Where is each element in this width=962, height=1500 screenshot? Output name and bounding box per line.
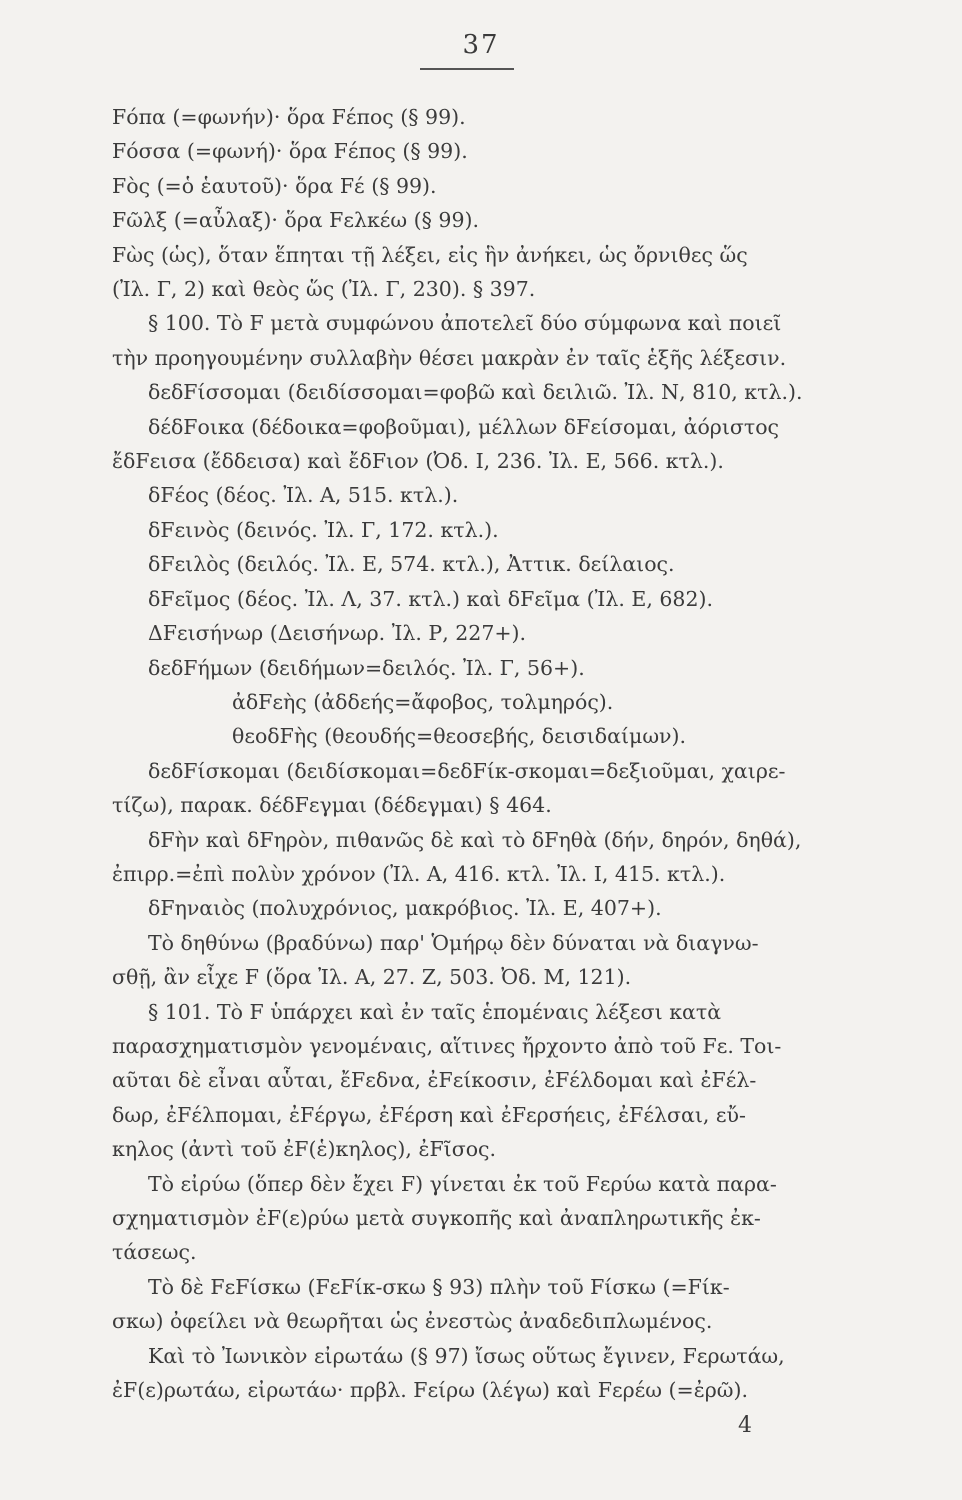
text-line: τὴν προηγουμένην συλλαβὴν θέσει μακρὰν ἐν ταῖς ἑξῆς λέξεσιν. bbox=[112, 345, 787, 370]
signature-mark: 4 bbox=[738, 1413, 752, 1438]
text-line: δέδFοικα (δέδοικα=φοβοῦμαι), μέλλων δFείσομαι, ἀόριστος bbox=[148, 414, 780, 439]
text-line: αῦται δὲ εἶναι αὗται, ἔFεδνα, ἐFείκοσιν, ἐFέλδομαι καὶ ἐFέλ- bbox=[112, 1068, 757, 1093]
body-text bbox=[112, 100, 857, 1407]
text-line: ἐπιρρ.=ἐπὶ πολὺν χρόνον (Ἰλ. Α, 416. κτλ. Ἰλ. Ι, 415. κτλ.). bbox=[112, 861, 726, 886]
text-line: δFεῖμος (δέος. Ἰλ. Λ, 37. κτλ.) καὶ δFεῖμα (Ἰλ. Ε, 682). bbox=[148, 586, 714, 611]
text-line: Καὶ τὸ Ἰωνικὸν εἰρωτάω (§ 97) ἴσως οὕτως ἔγινεν, Fερωτάω, bbox=[148, 1343, 785, 1368]
text-line: δFέος (δέος. Ἰλ. Α, 515. κτλ.). bbox=[148, 483, 459, 508]
text-line: Τὸ δὲ FεFίσκω (FεFίκ-σκω § 93) πλὴν τοῦ Fίσκω (=Fίκ- bbox=[148, 1274, 730, 1299]
text-line: παρασχηματισμὸν γενομέναις, αἵτινες ἤρχοντο ἀπὸ τοῦ Fε. Τοι- bbox=[112, 1033, 782, 1058]
text-line: δεδFίσκομαι (δειδίσκομαι=δεδFίκ-σκομαι=δεξιοῦμαι, χαιρε- bbox=[148, 758, 786, 783]
text-line: τάσεως. bbox=[112, 1240, 197, 1265]
text-line: § 100. Τὸ F μετὰ συμφώνου ἀποτελεῖ δύο σύμφωνα καὶ ποιεῖ bbox=[148, 311, 782, 336]
text-line: ἐF(ε)ρωτάω, εἰρωτάω· πρβλ. Fείρω (λέγω) καὶ Fερέω (=ἐρῶ). bbox=[112, 1378, 748, 1403]
text-line: ἔδFεισα (ἔδδεισα) καὶ ἔδFιον (Ὀδ. Ι, 236. Ἰλ. Ε, 566. κτλ.). bbox=[112, 449, 724, 474]
text-line: τίζω), παρακ. δέδFεγμαι (δέδεγμαι) § 464. bbox=[112, 793, 552, 818]
text-line: § 101. Τὸ F ὑπάρχει καὶ ἐν ταῖς ἑπομέναις λέξεσι κατὰ bbox=[148, 999, 722, 1024]
text-line: ἀδFεὴς (ἀδδεής=ἄφοβος, τολμηρός). bbox=[232, 689, 614, 714]
text-line: (Ἰλ. Γ, 2) καὶ θεὸς ὥς (Ἰλ. Γ, 230). § 397. bbox=[112, 277, 536, 302]
header-rule bbox=[420, 68, 514, 70]
text-line: σκω) ὀφείλει νὰ θεωρῆται ὡς ἐνεστὼς ἀναδεδιπλωμένος. bbox=[112, 1309, 713, 1334]
text-line: δωρ, ἐFέλπομαι, ἐFέργω, ἐFέρση καὶ ἐFερσήεις, ἐFέλσαι, εὔ- bbox=[112, 1102, 746, 1127]
text-line: σχηματισμὸν ἐF(ε)ρύω μετὰ συγκοπῆς καὶ ἀναπληρωτικῆς ἐκ- bbox=[112, 1206, 761, 1230]
text-line: κηλος (ἀντὶ τοῦ ἐF(ἑ)κηλος), ἐFῖσος. bbox=[112, 1137, 497, 1162]
text-line: δFηναιὸς (πολυχρόνιος, μακρόβιος. Ἰλ. Ε, 407+). bbox=[148, 896, 662, 921]
text-line: δFειλὸς (δειλός. Ἰλ. Ε, 574. κτλ.), Ἀττικ. δείλαιος. bbox=[148, 552, 675, 577]
text-line: σθῇ, ἂν εἶχε F (ὅρα Ἰλ. Α, 27. Ζ, 503. Ὀδ. Μ, 121). bbox=[112, 965, 632, 990]
text-line: δFὴν καὶ δFηρὸν, πιθανῶς δὲ καὶ τὸ δFηθὰ (δήν, δηρόν, δηθά), bbox=[148, 827, 802, 852]
text-line: Τὸ δηθύνω (βραδύνω) παρ' Ὁμήρῳ δὲν δύναται νὰ διαγνω- bbox=[148, 930, 759, 955]
text-line: Fόσσα (=φωνή)· ὅρα Fέπος (§ 99). bbox=[112, 139, 468, 164]
page-number: 37 bbox=[462, 30, 500, 60]
text-line: θεοδFὴς (θεουδής=θεοσεβής, δεισιδαίμων). bbox=[232, 724, 687, 749]
text-line: Τὸ εἰρύω (ὅπερ δὲν ἔχει F) γίνεται ἐκ τοῦ Fερύω κατὰ παρα- bbox=[148, 1171, 777, 1196]
text-line: δεδFήμων (δειδήμων=δειλός. Ἰλ. Γ, 56+). bbox=[148, 655, 585, 680]
text-line: Fῶλξ (=αὖλαξ)· ὅρα Fελκέω (§ 99). bbox=[112, 208, 479, 233]
text-line: δFεινὸς (δεινός. Ἰλ. Γ, 172. κτλ.). bbox=[148, 517, 499, 542]
text-line: Fόπα (=φωνήν)· ὅρα Fέπος (§ 99). bbox=[112, 105, 466, 129]
text-line: ΔFεισήνωρ (Δεισήνωρ. Ἰλ. Ρ, 227+). bbox=[148, 621, 527, 646]
text-line: δεδFίσσομαι (δειδίσσομαι=φοβῶ καὶ δειλιῶ. Ἰλ. Ν, 810, κτλ.). bbox=[148, 380, 803, 405]
text-line: Fὸς (=ὁ ἑαυτοῦ)· ὅρα Fέ (§ 99). bbox=[112, 173, 437, 198]
text-line: Fὼς (ὡς), ὅταν ἕπηται τῇ λέξει, εἰς ἣν ἀνήκει, ὡς ὄρνιθες ὥς bbox=[112, 242, 748, 267]
